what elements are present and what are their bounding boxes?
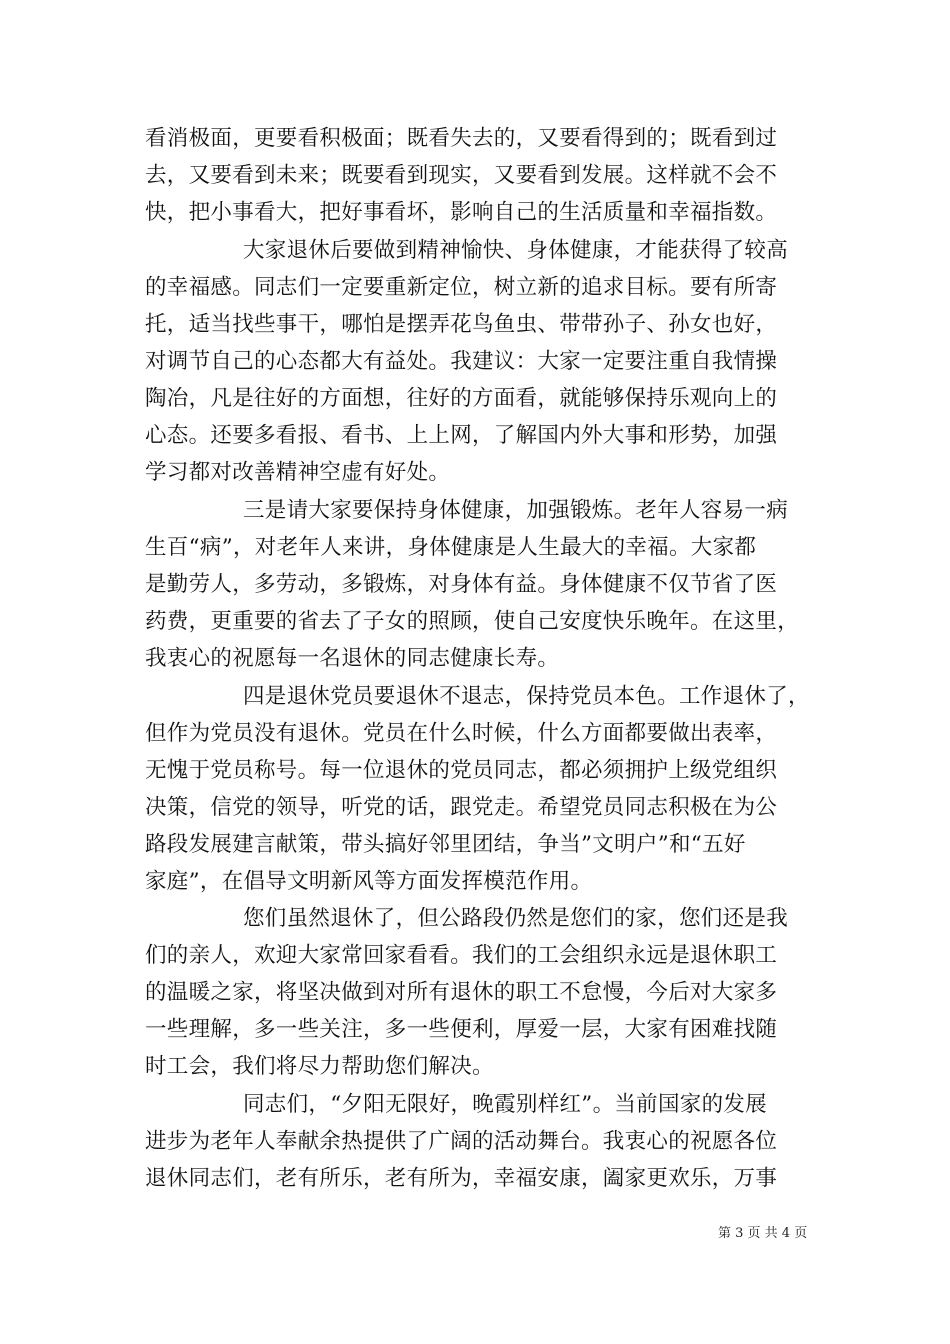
text-line: 退休同志们，老有所乐，老有所为，幸福安康，阖家更欢乐，万事 [145,1166,778,1191]
text-line: 时工会，我们将尽力帮助您们解决。 [145,1054,494,1079]
text-line: 的温暖之家，将坚决做到对所有退休的职工不怠慢，今后对大家多 [145,980,778,1005]
text-line: 看消极面，更要看积极面；既看失去的，又要看得到的；既看到过 [145,126,778,151]
page-number-footer: 第 3 页 共 4 页 [718,1226,808,1241]
text-line: 的幸福感。同志们一定要重新定位，树立新的追求目标。要有所寄 [145,275,778,300]
text-line: 是勤劳人，多劳动，多锻炼，对身体有益。身体健康不仅节省了医 [145,572,778,597]
paragraph-first-line: 四是退休党员要退休不退志，保持党员本色。工作退休了， [243,684,810,709]
text-line: 一些理解，多一些关注，多一些便利，厚爱一层，大家有困难找随 [145,1017,778,1042]
text-line: 但作为党员没有退休。党员在什么时候，什么方面都要做出表率， [145,721,778,746]
text-line: 们的亲人，欢迎大家常回家看看。我们的工会组织永远是退休职工 [145,943,778,968]
text-line: 快，把小事看大，把好事看坏，影响自己的生活质量和幸福指数。 [145,200,778,225]
text-line: 陶冶，凡是往好的方面想，往好的方面看，就能够保持乐观向上的 [145,386,778,411]
text-line: 进步为老年人奉献余热提供了广阔的活动舞台。我衷心的祝愿各位 [145,1129,778,1154]
text-line: 决策，信党的领导，听党的话，跟党走。希望党员同志积极在为公 [145,795,778,820]
text-line: 学习都对改善精神空虚有好处。 [145,460,451,485]
text-line: 生百“病”，对老年人来讲，身体健康是人生最大的幸福。大家都 [145,535,757,560]
paragraph-first-line: 三是请大家要保持身体健康，加强锻炼。老年人容易一病 [243,498,789,523]
text-line: 去，又要看到未来；既要看到现实，又要看到发展。这样就不会不 [145,163,778,188]
text-line: 对调节自己的心态都大有益处。我建议：大家一定要注重自我情操 [145,349,778,374]
paragraph-first-line: 大家退休后要做到精神愉快、身体健康，才能获得了较高 [243,238,789,263]
text-line: 家庭”，在倡导文明新风等方面发挥模范作用。 [145,869,593,894]
text-line: 无愧于党员称号。每一位退休的党员同志，都必须拥护上级党组织 [145,758,778,783]
paragraph-first-line: 同志们，“夕阳无限好，晚霞别样红”。当前国家的发展 [243,1092,767,1117]
text-line: 药费，更重要的省去了子女的照顾，使自己安度快乐晚年。在这里， [145,609,800,634]
paragraph-first-line: 您们虽然退休了，但公路段仍然是您们的家，您们还是我 [243,906,789,931]
text-line: 路段发展建言献策，带头搞好邻里团结，争当”文明户”和“五好 [145,832,746,857]
text-line: 托，适当找些事干，哪怕是摆弄花鸟鱼虫、带带孙子、孙女也好， [145,312,778,337]
text-line: 我衷心的祝愿每一名退休的同志健康长寿。 [145,646,560,671]
text-line: 心态。还要多看报、看书、上上网，了解国内外大事和形势，加强 [145,423,778,448]
